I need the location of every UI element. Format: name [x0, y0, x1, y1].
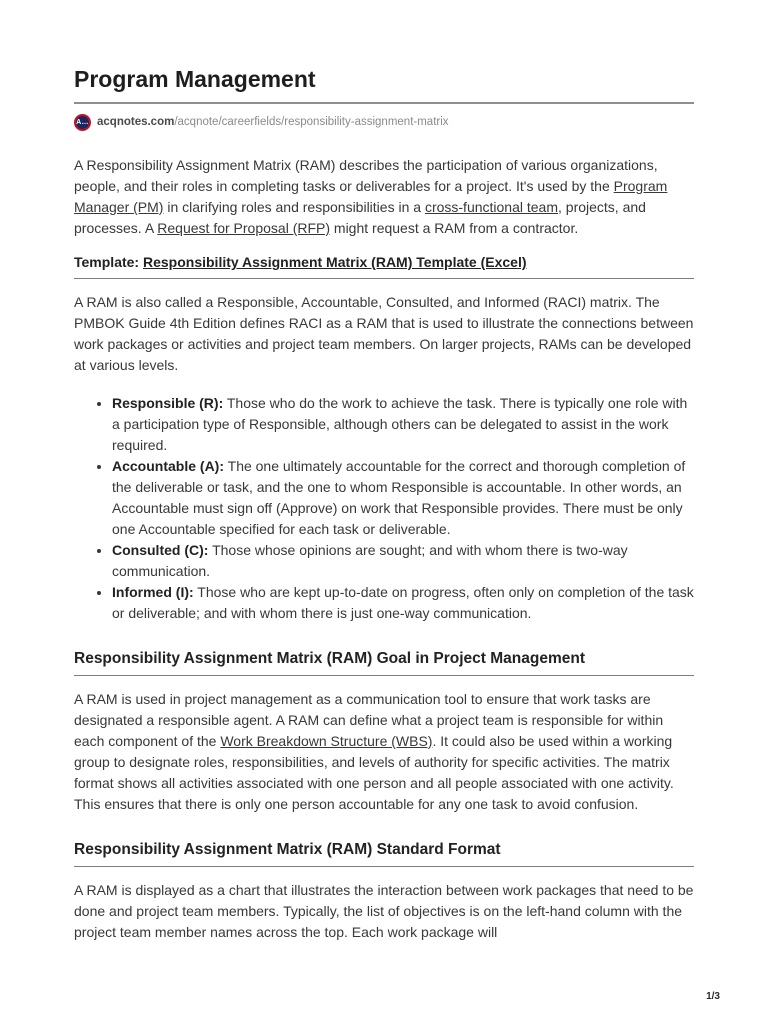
text-segment: might request a RAM from a contractor. [330, 220, 579, 236]
inline-link[interactable]: cross-functional team [424, 199, 558, 215]
text-segment: Those whose opinions are sought; and with whom there is two-way communication. [112, 542, 628, 579]
section-ram-standard-format [74, 840, 694, 943]
section-heading: Responsibility Assignment Matrix (RAM) Goal in Project Management [74, 650, 586, 667]
template-link-line [74, 253, 694, 272]
text-segment: Those who are kept up-to-date on progress, often only on completion of the task or deliverable; and with whom there is just one-way communication. [112, 584, 694, 621]
raci-list-item [112, 540, 694, 582]
section-heading: Responsibility Assignment Matrix (RAM) Standard Format [74, 841, 501, 858]
text-segment: Accountable (A): [112, 458, 224, 474]
document-content [74, 66, 694, 943]
text-segment: in clarifying roles and responsibilities in a [163, 199, 425, 215]
raci-list [74, 393, 694, 624]
text-segment: A RAM is displayed as a chart that illustrates the interaction between work packages that need to be done and project team members. Typically, the list of objectives is on the left-hand column with the project team member names across the top. Each work package will [74, 882, 694, 940]
section-ram-goal [74, 649, 694, 815]
page-title: Program Management [74, 66, 316, 92]
section-body [74, 880, 694, 943]
text-segment: The one ultimately accountable for the correct and thorough completion of the deliverable or task, and the one to whom Responsible is accountable. In other words, an Accountable must sign off (Approve) on work that Responsible provides. There must be only one Accountable specified for each task or deliverable. [112, 458, 686, 537]
title-divider [74, 102, 694, 104]
page-number: 1/3 [706, 991, 720, 1002]
raci-list-item [112, 582, 694, 624]
text-segment: , projects, and processes. A [74, 199, 646, 236]
template-block [74, 253, 694, 279]
text-segment: A RAM is also called a Responsible, Accountable, Consulted, and Informed (RACI) matrix. The PMBOK Guide 4th Edition defines RACI as a RAM that is used to illustrate the connections between work packages or activities and project team members. On larger projects, RAMs can be developed at various levels. [74, 294, 694, 373]
source-url[interactable] [97, 114, 449, 131]
text-segment: A RAM is used in project management as a communication tool to ensure that work tasks are designated a responsible agent. A RAM can define what a project team is responsible for within each component of the [74, 691, 664, 749]
text-segment: Those who do the work to achieve the task. There is typically one role with a participation type of Responsible, although others can be delegated to assist in the work required. [112, 395, 688, 453]
source-path: /acqnote/careerfields/responsibility-assignment-matrix [174, 116, 449, 128]
text-segment: . It could also be used within a working group to designate roles, responsibilities, and levels of authority for specific activities. The matrix format shows all activities associated with one person and all people associated with one activity. This ensures that there is only one person accountable for any one task to avoid confusion. [74, 733, 674, 812]
inline-link[interactable]: Work Breakdown Structure (WBS) [220, 733, 433, 749]
template-divider [74, 278, 694, 279]
text-segment: A Responsibility Assignment Matrix (RAM) describes the participation of various organizations, people, and their roles in completing tasks or deliverables for a project. It's used by the [74, 157, 658, 194]
section-divider [74, 675, 694, 676]
intro-paragraph [74, 155, 694, 239]
text-segment: Template: [74, 254, 143, 270]
site-favicon-icon: A… [74, 114, 91, 131]
raci-list-item [112, 456, 694, 540]
section-divider [74, 866, 694, 867]
source-url-line [74, 114, 694, 131]
raci-list-item [112, 393, 694, 456]
section-body [74, 689, 694, 815]
text-segment: Informed (I): [112, 584, 194, 600]
inline-link[interactable]: Program Manager (PM) [74, 178, 668, 215]
inline-link[interactable]: Responsibility Assignment Matrix (RAM) Template (Excel) [142, 254, 527, 270]
source-domain: acqnotes.com [97, 116, 175, 128]
text-segment: Responsible (R): [112, 395, 224, 411]
inline-link[interactable]: Request for Proposal (RFP) [157, 220, 331, 236]
text-segment: Consulted (C): [112, 542, 209, 558]
raci-paragraph [74, 292, 694, 376]
